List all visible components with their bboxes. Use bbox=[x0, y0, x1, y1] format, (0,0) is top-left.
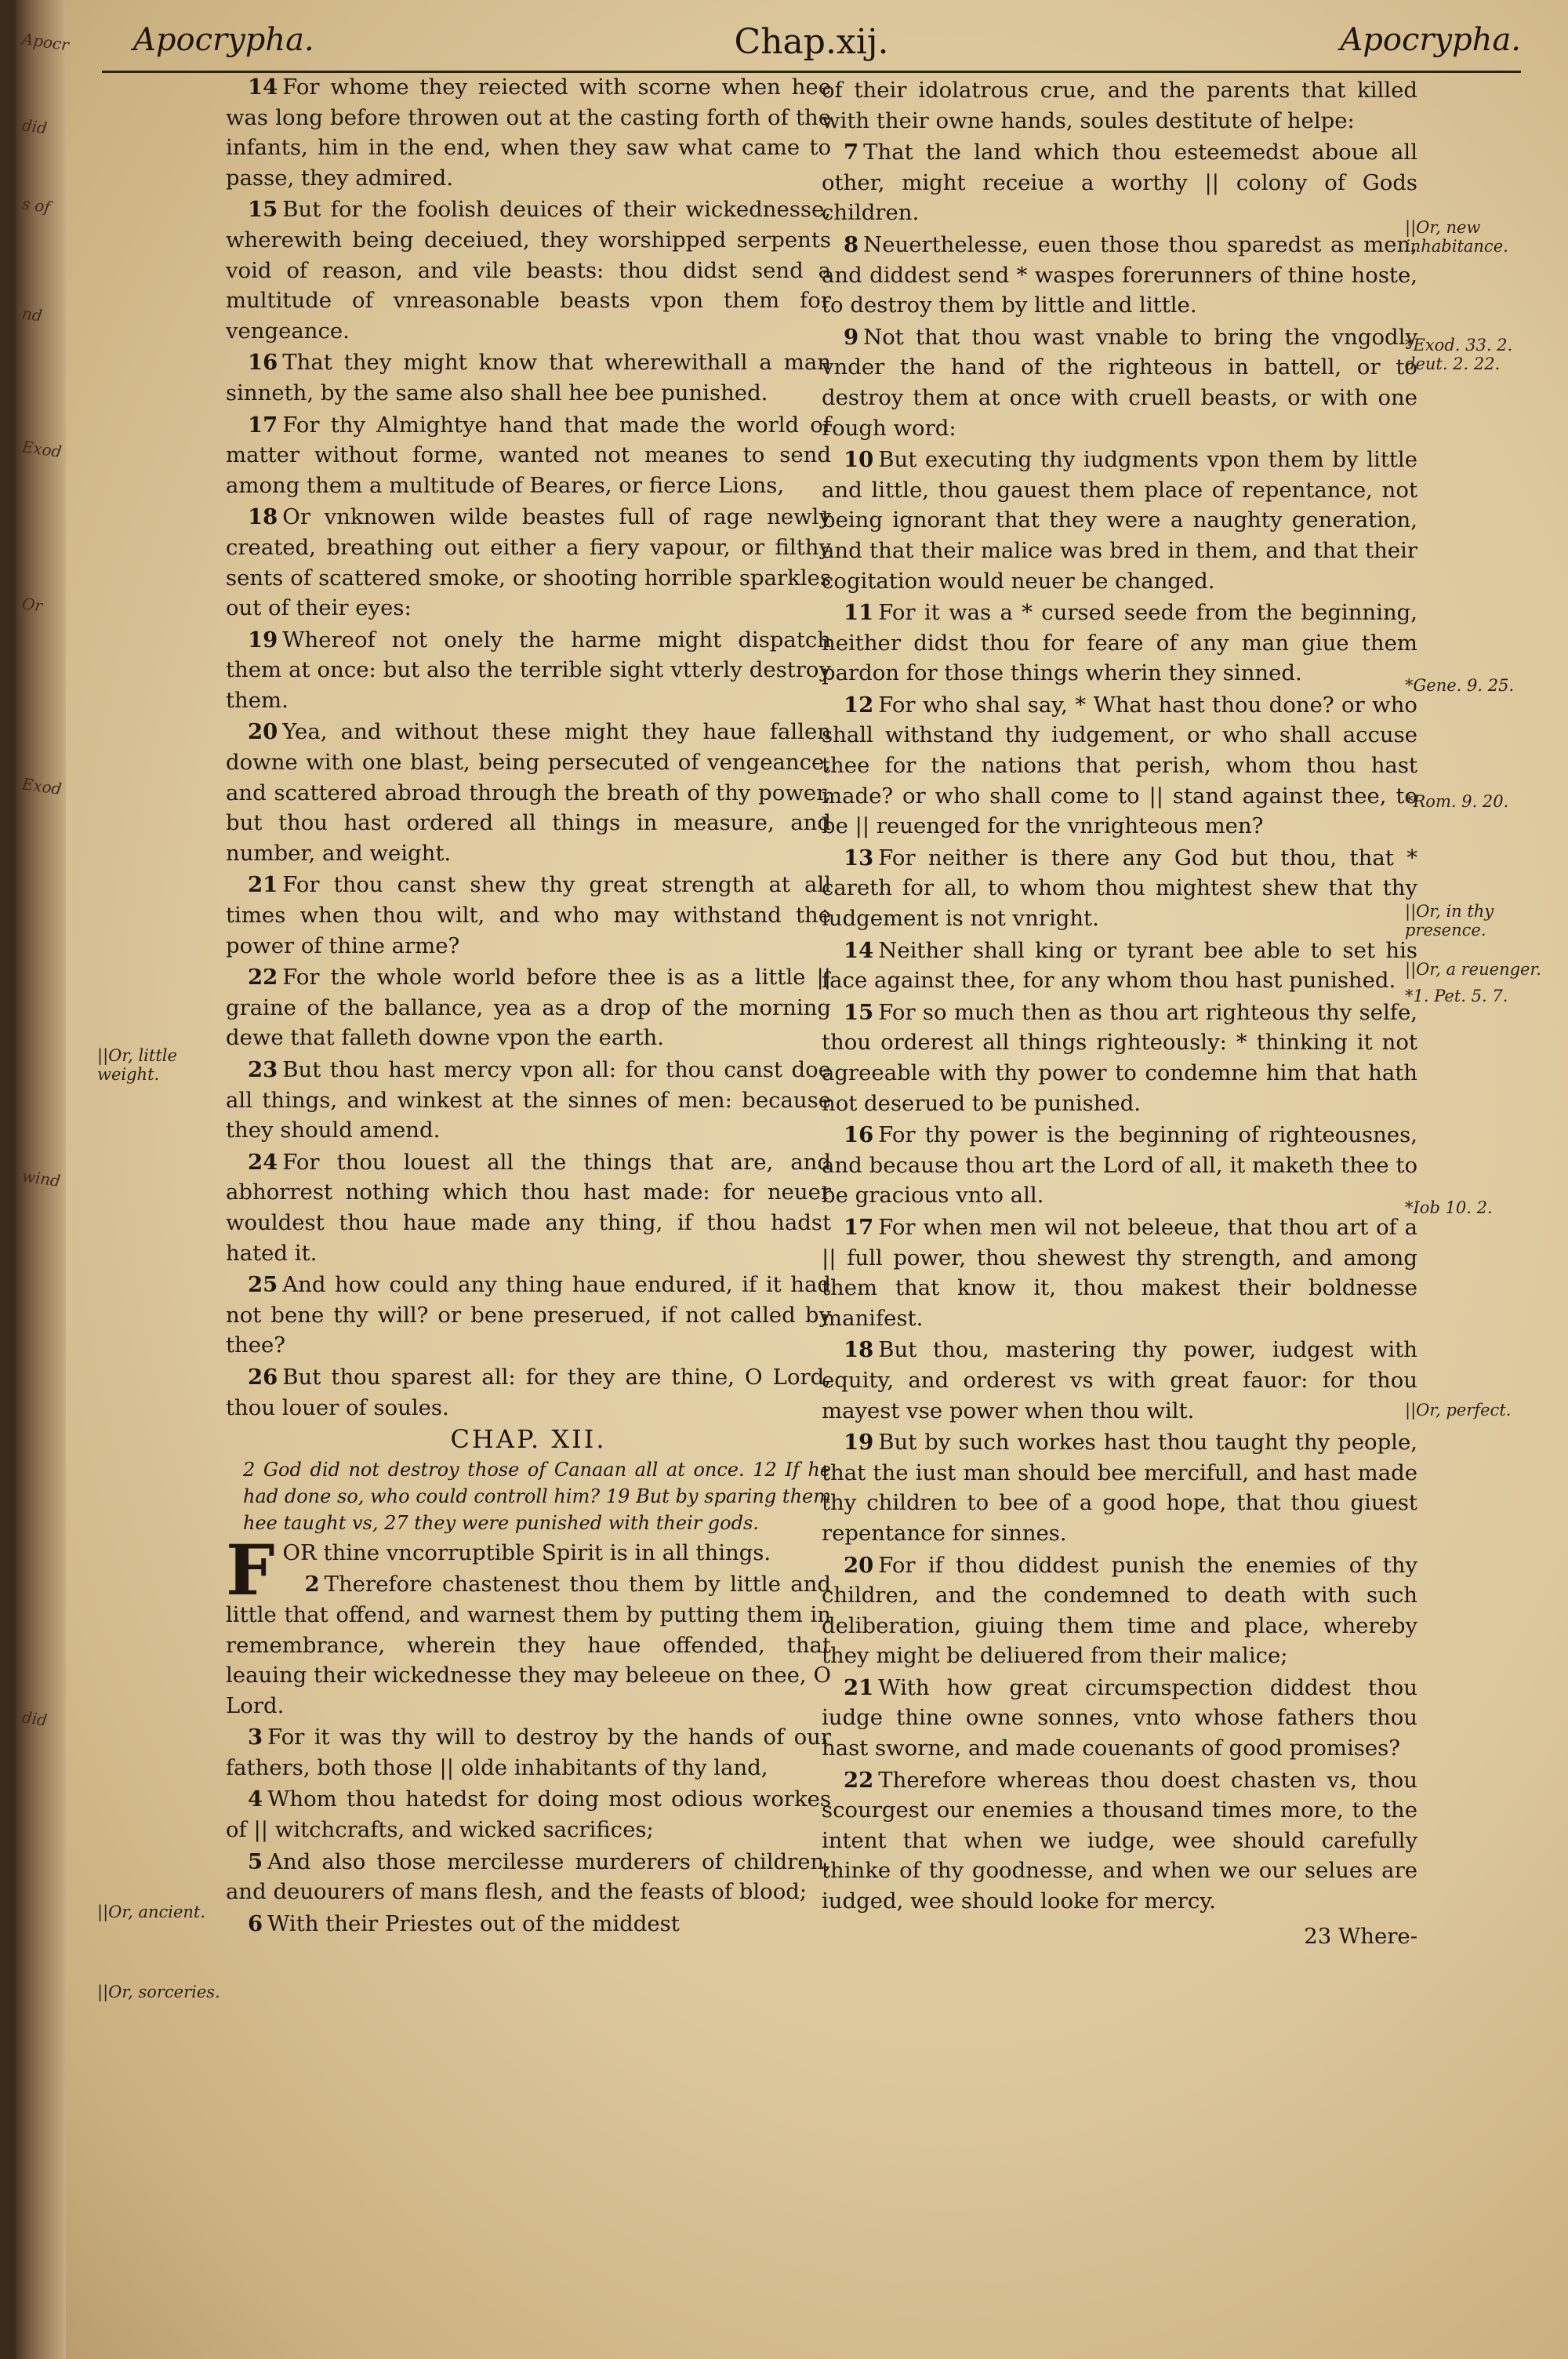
verse: 20 Yea, and without these might they haue fallen downe with one blast, being persecuted of vengeance, and scattered abroad through the breath of thy power, but thou hast ordered all things in measure, and number, and weight. bbox=[226, 719, 831, 866]
margin-note: ||Or, little weight. bbox=[97, 1046, 177, 1084]
margin-note: ||Or, new inhabitance. bbox=[1405, 218, 1508, 256]
bible-page bbox=[16, 0, 1568, 2359]
chapter-summary: 2 God did not destroy those of Canaan all at once. 12 If he had done so, who could controll him? 19 But by sparing them hee taught vs, 27 they were punished with their gods. bbox=[243, 1458, 831, 1534]
chapter-first-verse: FOR thine vncorruptible Spirit is in all things. bbox=[226, 1528, 771, 1611]
margin-note: *Gene. 9. 25. bbox=[1405, 676, 1515, 695]
margin-note: *Iob 10. 2. bbox=[1405, 1198, 1493, 1217]
verse: 18 Or vnknowen wilde beastes full of rage newly created, breathing out either a fiery vapour, or filthy sents of scattered smoke, or shooting horrible sparkles out of their eyes: bbox=[226, 504, 831, 621]
verse: 23 But thou hast mercy vpon all: for thou canst doe all things, and winkest at the sinnes of men: because they should amend. bbox=[226, 1057, 831, 1143]
verse: 24 For thou louest all the things that are, and abhorrest nothing which thou hast made: for neuer wouldest thou haue made any thing, if thou hadst hated it. bbox=[226, 1149, 831, 1266]
verse: 19 But by such workes hast thou taught thy people, that the iust man should bee mercifull, and hast made thy children to bee of a good hope, that thou giuest repentance for sinnes. bbox=[822, 1430, 1417, 1546]
gutter-fragment: nd bbox=[20, 304, 44, 325]
verse: 15 But for the foolish deuices of their wickednesse, wherewith being deceiued, they worshipped serpents void of reason, and vile beasts: thou didst send a multitude of vnreasonable beasts vpon them for vengeance. bbox=[226, 197, 831, 343]
verse: 25 And how could any thing haue endured, if it had not bene thy will? or bene preserued, if not called by thee? bbox=[226, 1272, 831, 1358]
verse: 4 Whom thou hatedst for doing most odious workes of || witchcrafts, and wicked sacrifices; bbox=[226, 1787, 831, 1843]
gutter-fragment: did bbox=[20, 1707, 49, 1730]
verse: 5 And also those mercilesse murderers of children, and deuourers of mans flesh, and the feasts of blood; bbox=[226, 1848, 831, 1905]
verse: 9 Not that thou wast vnable to bring the vngodly vnder the hand of the righteous in battell, or to destroy them at once with cruell beasts, or with one rough word: bbox=[822, 324, 1417, 441]
verse: 13 For neither is there any God but thou, that * careth for all, to whom thou mightest shew that thy iudgement is not vnright. bbox=[822, 845, 1417, 932]
verse: 2 Therefore chastenest thou them by little and little that offend, and warnest them by putting them in remembrance, wherein they haue offended, that leauing their wickednesse they may beleeue on thee, O Lord. bbox=[226, 1572, 831, 1718]
verse: 17 For thy Almightye hand that made the world of matter without forme, wanted not meanes to send among them a multitude of Beares, or fierce Lions, bbox=[226, 412, 831, 498]
left-column bbox=[226, 72, 831, 1940]
verse: 18 But thou, mastering thy power, iudgest with equity, and orderest vs with great fauor: for thou mayest vse power when thou wilt. bbox=[822, 1337, 1417, 1423]
header-chapter: Chap.xij. bbox=[734, 22, 889, 62]
gutter-fragment: wind bbox=[20, 1166, 62, 1190]
gutter-fragment: did bbox=[20, 115, 49, 138]
verse: 22 For the whole world before thee is as a little || graine of the ballance, yea as a drop of the morning dewe that falleth downe vpon the earth. bbox=[226, 965, 831, 1051]
verse: 17 For when men wil not beleeue, that thou art of a || full power, thou shewest thy strength, and among them that know it, thou makest their boldnesse manifest. bbox=[822, 1214, 1417, 1331]
right-column bbox=[822, 75, 1417, 1953]
margin-note: ||Or, a reuenger. bbox=[1405, 960, 1541, 979]
margin-note: ||Or, sorceries. bbox=[97, 1983, 220, 2001]
header-left-title: Apocrypha. bbox=[133, 22, 314, 58]
verse: 22 Therefore whereas thou doest chasten vs, thou scourgest our enemies a thousand times more, to the intent that when we iudge, wee should carefully thinke of thy goodnesse, and when we our selues are iudged, wee should looke for mercy. bbox=[822, 1767, 1417, 1914]
verse: 14 Neither shall king or tyrant bee able to set his face against thee, for any whom thou hast punished. bbox=[822, 937, 1417, 994]
verse: 16 For thy power is the beginning of righteousnes, and because thou art the Lord of all, it maketh thee to be gracious vnto all. bbox=[822, 1122, 1417, 1209]
gutter-fragment: Exod bbox=[20, 437, 64, 462]
gutter-fragment: Exod bbox=[20, 774, 64, 799]
verse: 14 For whome they reiected with scorne when hee was long before throwen out at the casting forth of the infants, him in the end, when they saw what came to passe, they admired. bbox=[226, 75, 831, 191]
gutter-fragment: Apocr bbox=[20, 29, 71, 55]
verse: 15 For so much then as thou art righteous thy selfe, thou orderest all things righteously: * thinking it not agreeable with thy power to condemne him that hath not deserued to be punished. bbox=[822, 999, 1417, 1116]
binding-gutter bbox=[16, 0, 71, 2359]
verse: 3 For it was thy will to destroy by the hands of our fathers, both those || olde inhabitants of thy land, bbox=[226, 1725, 831, 1780]
verse: 7 That the land which thou esteemedst aboue all other, might receiue a worthy || colony of Gods children. bbox=[822, 140, 1417, 226]
verse: 6 With their Priestes out of the middest bbox=[248, 1910, 680, 1936]
margin-note: *Exod. 33. 2. deut. 2. 22. bbox=[1405, 336, 1513, 373]
margin-note: ||Or, in thy presence. bbox=[1405, 902, 1494, 940]
header-right-title: Apocrypha. bbox=[1340, 22, 1521, 58]
verse: 8 Neuerthelesse, euen those thou sparedst as men, and diddest send * waspes forerunners of thine hoste, to destroy them by little and little. bbox=[822, 231, 1417, 318]
running-header bbox=[102, 16, 1521, 73]
verse: 26 But thou sparest all: for they are thine, O Lord, thou louer of soules. bbox=[226, 1364, 831, 1420]
verse: 10 But executing thy iudgments vpon them by little and little, thou gauest them place of repentance, not being ignorant that they were a naughty generation, and that their malice was bred in them, and that their cogitation would neuer be changed. bbox=[822, 447, 1417, 594]
verse-continuation: of their idolatrous crue, and the parents that killed with their owne hands, soules destitute of helpe: bbox=[822, 78, 1417, 133]
margin-note: ||Or, perfect. bbox=[1405, 1401, 1512, 1419]
margin-note: ||Or, ancient. bbox=[97, 1903, 206, 1921]
margin-note: *Rom. 9. 20. bbox=[1405, 792, 1509, 811]
verse: 19 Whereof not onely the harme might dispatch them at once: but also the terrible sight vtterly destroy them. bbox=[226, 627, 831, 713]
verse: 16 That they might know that wherewithall a man sinneth, by the same also shall hee bee punished. bbox=[226, 350, 831, 405]
gutter-fragment: s of bbox=[20, 194, 52, 217]
verse: 20 For if thou diddest punish the enemies of thy children, and the condemned to death with such deliberation, giuing them time and place, whereby they might be deliuered from their malice; bbox=[822, 1552, 1417, 1669]
catchword: 23 Where- bbox=[1304, 1923, 1417, 1949]
verse: 12 For who shal say, * What hast thou done? or who shall withstand thy iudgement, or who shall accuse thee for the nations that perish, whom thou hast made? or who shall come to || stand against thee, to be || reuenged for the vnrighteous men? bbox=[822, 692, 1417, 839]
margin-note: *1. Pet. 5. 7. bbox=[1405, 987, 1508, 1005]
verse: 21 With how great circumspection diddest thou iudge thine owne sonnes, vnto whose fathers thou hast sworne, and made couenants of good promises? bbox=[822, 1674, 1417, 1761]
verse: 11 For it was a * cursed seede from the beginning, neither didst thou for feare of any man giue them pardon for those things wherin they sinned. bbox=[822, 600, 1417, 686]
chapter-heading: CHAP. XII. bbox=[450, 1424, 607, 1455]
drop-cap: F bbox=[226, 1528, 275, 1611]
gutter-fragment: Or bbox=[20, 594, 44, 616]
verse: 21 For thou canst shew thy great strength at all times when thou wilt, and who may withstand the power of thine arme? bbox=[226, 872, 831, 958]
